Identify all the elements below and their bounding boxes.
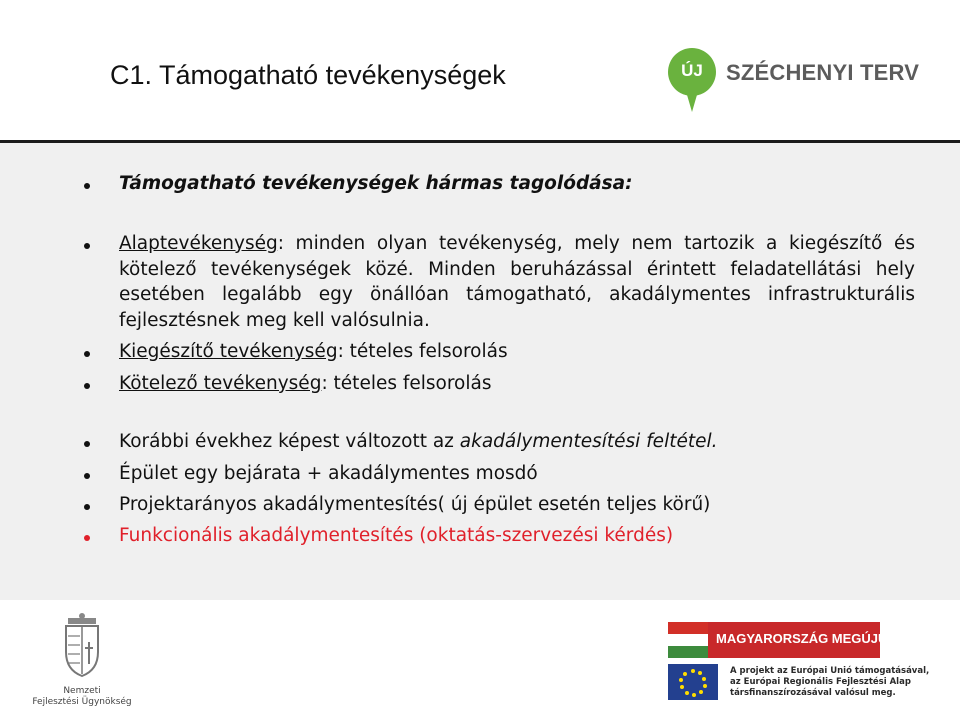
slide-footer [0,600,960,718]
bullet-icon [84,383,90,389]
eu-flag-icon [668,664,718,700]
eu-funding-text [730,666,930,699]
bullet-icon [84,473,90,479]
slide-title: C1. Támogatható tevékenységek [110,60,506,90]
nfu-logo [32,612,132,712]
slide-header [0,0,960,140]
alap-paragraph [119,231,915,333]
funkcionalis-text: Funkcionális akadálymentesítés (oktatás-szervezési kérdés) [119,525,674,546]
heading-text: Támogatható tevékenységek hármas tagolódása: [119,173,633,194]
kiegeszito-description: : tételes felsorolás [337,341,508,362]
szechenyi-terv-text: SZÉCHENYI TERV [726,60,920,85]
coat-of-arms-icon [32,612,132,684]
szechenyi-terv-logo [668,48,928,118]
bullet-icon [84,504,90,510]
korabbi-italic-text: akadálymentesítési feltétel. [459,431,718,452]
hungarian-flag-icon [668,622,708,658]
alap-term: Alaptevékenység [119,233,278,254]
kiegeszito-term: Kiegészítő tevékenység [119,341,338,362]
bullet-icon [84,441,90,447]
kotelezo-description: : tételes felsorolás [321,373,492,394]
bullet-icon [84,183,90,189]
epulet-text: Épület egy bejárata + akadálymentes mosdó [119,463,538,484]
eu-text-line2: az Európai Regionális Fejlesztési Alap [730,677,911,687]
bullet-icon [84,535,90,541]
pin-label: ÚJ [681,61,703,80]
slide-content [0,143,960,600]
bullet-icon [84,351,90,357]
banner-text: MAGYARORSZÁG MEGÚJUL [716,631,896,646]
alap-description: : minden olyan tevékenység, mely nem tartozik a kiegészítő és kötelező tevékenységek közé. Minden beruházással érintett feladatellátási hely esetében legalább egy önállóan támogatható, akadálymentes infrastrukturális fejlesztésnek meg kell valósulnia. [119,233,915,331]
projekt-text: Projektarányos akadálymentesítés( új épület esetén teljes körű) [119,494,711,515]
nfu-label-line1: Nemzeti [63,686,101,696]
bullet-icon [84,243,90,249]
eu-text-line1: A projekt az Európai Unió támogatásával, [730,666,930,676]
nfu-label-line2: Fejlesztési Ügynökség [32,697,132,707]
korabbi-text: Korábbi évekhez képest változott az [119,431,460,452]
kotelezo-term: Kötelező tevékenység [119,373,322,394]
eu-text-line3: társfinanszírozásával valósul meg. [730,688,896,698]
